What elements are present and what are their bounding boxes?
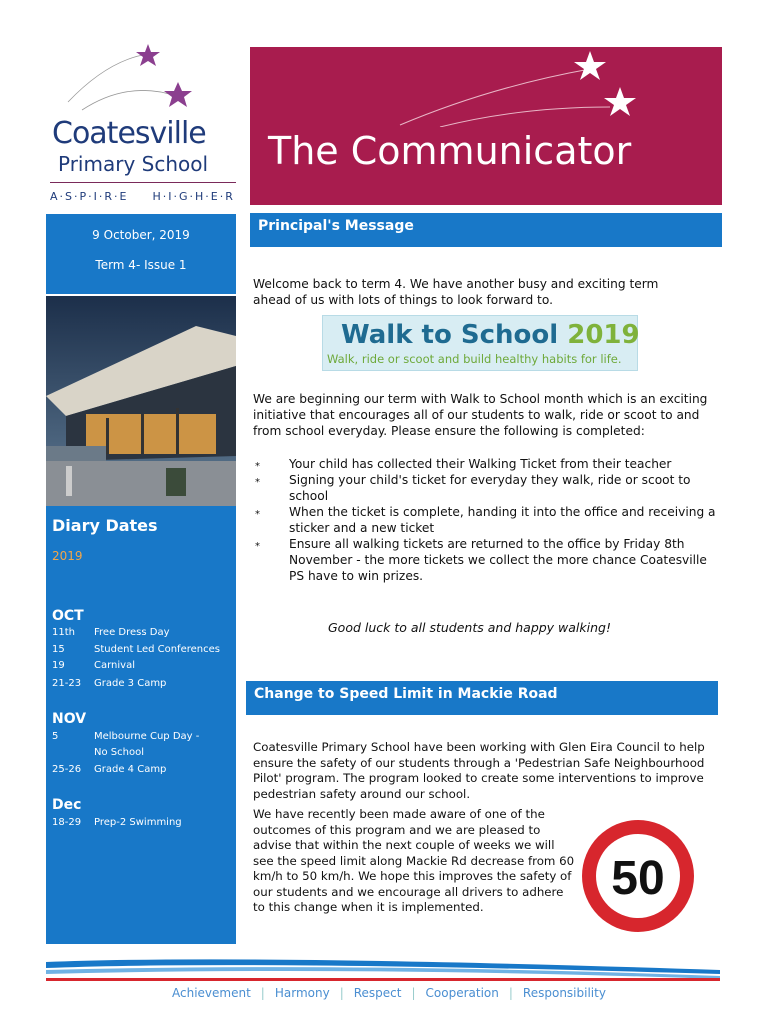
principal-intro: Welcome back to term 4. We have another busy and exciting term ahead of us with lots of things to look forward to. — [253, 277, 659, 307]
walk-title: Walk to School 2019 — [341, 320, 640, 350]
diary-event: 21-23 Grade 3 Camp — [52, 678, 167, 689]
footer-wave-decoration — [46, 952, 720, 982]
school-tagline: A·S·P·I·R·E H·I·G·H·E·R — [50, 190, 235, 203]
diary-event: 15 Student Led Conferences — [52, 644, 220, 655]
walk-subtitle: Walk, ride or scoot and build healthy habits for life. — [327, 352, 622, 366]
list-item: ⁎ Your child has collected their Walking Ticket from their teacher — [253, 456, 717, 472]
speed-sign-value: 50 — [611, 852, 665, 905]
diary-event: 18-29 Prep-2 Swimming — [52, 817, 182, 828]
diary-event: 25-26 Grade 4 Camp — [52, 764, 167, 775]
list-item: ⁎ When the ticket is complete, handing it into the office and receiving a sticker and a new ticket — [253, 504, 717, 536]
newsletter-title: The Communicator — [268, 129, 632, 173]
speed-para-2: We have recently been made aware of one of the outcomes of this program and we are pleased to advise that within the next couple of weeks we will see the speed limit along Mackie Rd decrease from 60 km/h to 50 km/h. We hope this improves the safety of our students and we encourage all drivers to adhere to this change when it is implemented. — [253, 807, 575, 914]
list-item: ⁎ Signing your child's ticket for everyday they walk, ride or scoot to school — [253, 472, 717, 504]
shooting-stars-icon — [48, 40, 240, 120]
issue-info — [46, 214, 236, 294]
diary-event: 11th Free Dress Day — [52, 627, 170, 638]
walk-checklist — [253, 456, 717, 584]
school-building-photo — [46, 296, 236, 506]
school-values: Achievement | Harmony | Respect | Cooperation | Responsibility — [172, 986, 606, 1000]
speed-limit-heading: Change to Speed Limit in Mackie Road — [246, 681, 718, 715]
principal-closing: Good luck to all students and happy walking! — [328, 620, 611, 635]
diary-heading: Diary Dates — [52, 516, 158, 535]
speed-para-1: Coatesville Primary School have been working with Glen Eira Council to help ensure the safety of our students through a 'Pedestrian Safe Neighbourhood Pilot' program. The program looked to create some interventions to improve pedestrian safety around our school. — [253, 740, 705, 801]
principal-body: We are beginning our term with Walk to School month which is an exciting initiative that encourages all of our students to walk, ride or scoot to and from school everyday. Please ensure the following is completed: — [253, 392, 708, 438]
diary-dates-panel — [46, 506, 236, 944]
newsletter-banner — [250, 47, 722, 205]
diary-year: 2019 — [52, 549, 83, 563]
issue-term: Term 4- Issue 1 — [95, 258, 187, 272]
school-name-sub: Primary School — [58, 152, 209, 176]
diary-event: 19 Carnival — [52, 660, 135, 671]
school-logo — [48, 40, 240, 210]
principal-heading: Principal's Message — [250, 213, 722, 247]
month-heading: OCT — [52, 608, 84, 624]
diary-event: No School — [94, 747, 144, 758]
month-heading: NOV — [52, 711, 87, 727]
banner-stars-icon — [370, 47, 670, 127]
school-name: Coatesville — [52, 116, 206, 151]
logo-divider — [50, 182, 236, 183]
speed-sign-icon — [580, 818, 696, 934]
month-heading: Dec — [52, 797, 82, 813]
list-item: ⁎ Ensure all walking tickets are returned to the office by Friday 8th November - the more tickets we collect the more chance Coatesville PS have to win prizes. — [253, 536, 717, 584]
walk-to-school-banner — [322, 315, 638, 371]
diary-event: 5 Melbourne Cup Day - — [52, 731, 200, 742]
building-image — [46, 296, 236, 506]
issue-date: 9 October, 2019 — [92, 228, 190, 242]
